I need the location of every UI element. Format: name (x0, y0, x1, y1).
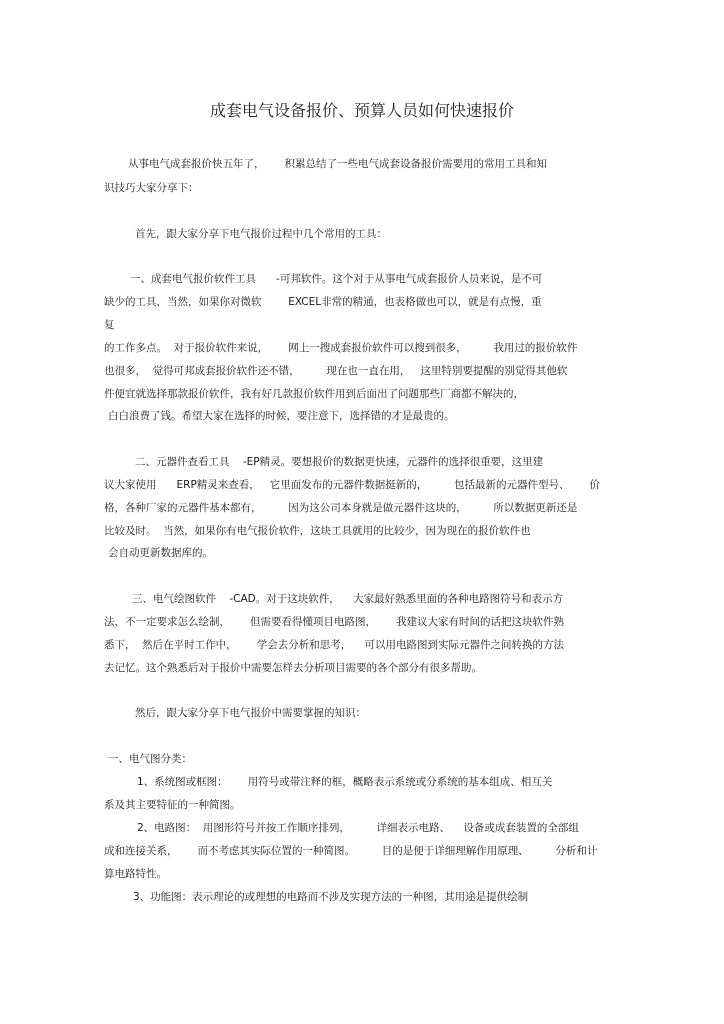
paragraph-line: 三、电气绘图软件 -CAD。对于这块软件， 大家最好熟悉里面的各种电路图符号和表示方 (132, 593, 564, 605)
paragraph-line: 识技巧大家分享下： (104, 182, 199, 194)
paragraph-line: 去记忆。这个熟悉后对于报价中需要怎样去分析项目需要的各个部分有很多帮助。 (104, 662, 482, 674)
paragraph-line: 系及其主要特征的一种简图。 (104, 799, 241, 811)
paragraph-line: 件便宜就选择那款报价软件，我有好几款报价软件用到后面出了问题那些厂商都不解决的， (104, 388, 524, 400)
paragraph-line: 格，各种厂家的元器件基本都有， 因为这公司本身就是做元器件这块的， 所以数据更新还是 (104, 502, 578, 514)
paragraph-line: 3、功能图：表示理论的或理想的电路而不涉及实现方法的一种图，其用途是提供绘制 (133, 891, 529, 903)
paragraph-line: 缺少的工具，当然，如果你对微软 EXCEL非常的精通，也表格做也可以，就是有点慢，重 (104, 296, 542, 308)
paragraph-line: 会自动更新数据库的。 (108, 547, 213, 559)
paragraph-line: 的工作多点。 对于报价软件来说， 网上一搜成套报价软件可以搜到很多， 我用过的报价软件 (104, 342, 578, 354)
paragraph-line: 算电路特性。 (104, 868, 167, 880)
paragraph-line: 复 (104, 319, 115, 331)
paragraph-line: 法，不一定要求怎么绘制， 但需要看得懂项目电路图， 我建议大家有时间的话把这块软件熟 (104, 616, 565, 628)
paragraph-line: 首先，跟大家分享下电气报价过程中几个常用的工具： (135, 228, 387, 240)
paragraph-line: 成和连接关系， 而不考虑其实际位置的一种简图。 目的是便于详细理解作用原理、 分析和计 (104, 845, 598, 857)
paragraph-line: 白白浪费了钱。希望大家在选择的时候，要注意下，选择错的才是最贵的。 (108, 410, 455, 422)
paragraph-line: 2、电路图： 用图形符号并按工作顺序排列， 详细表示电路、 设备或成套装置的全部组 (137, 822, 579, 834)
paragraph-line: 二、元器件查看工具 -EP精灵。要想报价的数据更快速，元器件的选择很重要，这里建 (135, 456, 544, 468)
paragraph-line: 议大家使用 ERP精灵来查看， 它里面发布的元器件数据挺新的， 包括最新的元器件型号、 价 (104, 479, 601, 491)
section-heading: 一、电气图分类： (108, 753, 192, 765)
paragraph-line: 一、成套电气报价软件工具 -可邦软件。这个对于从事电气成套报价人员来说，是不可 (130, 273, 543, 285)
page-title: 成套电气设备报价、预算人员如何快速报价 (209, 101, 514, 120)
paragraph-line: 悉下， 然后在平时工作中， 学会去分析和思考， 可以用电路图到实际元器件之间转换的方法 (104, 639, 565, 651)
paragraph-line: 比较及时。 当然，如果你有电气报价软件，这块工具就用的比较少，因为现在的报价软件也 (104, 525, 531, 537)
paragraph-line: 然后，跟大家分享下电气报价中需要掌握的知识： (135, 707, 366, 719)
paragraph-line: 也很多， 觉得可邦成套报价软件还不错， 现在也一直在用， 这里特别要提醒的别觉得其他软 (104, 365, 568, 377)
paragraph-line: 从事电气成套报价快五年了， 积累总结了一些电气成套设备报价需要用的常用工具和知 (128, 158, 548, 170)
paragraph-line: 1、系统图或框图： 用符号或带注释的框，概略表示系统或分系统的基本组成、相互关 (137, 776, 553, 788)
